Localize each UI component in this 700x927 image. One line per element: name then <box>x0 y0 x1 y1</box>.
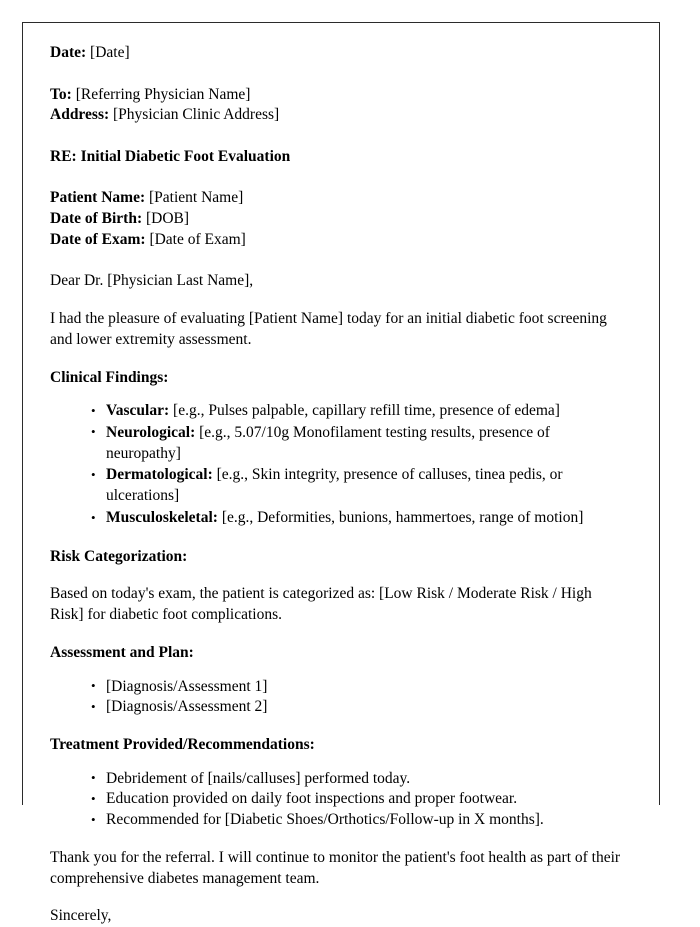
list-item: • Recommended for [Diabetic Shoes/Orthotics/Follow-up in X months]. <box>91 810 626 831</box>
assessment-and-plan-list <box>50 677 626 719</box>
risk-categorization-heading: Risk Categorization: <box>50 547 188 565</box>
address-value: [Physician Clinic Address] <box>113 106 280 124</box>
risk-categorization-paragraph: Based on today's exam, the patient is categorized as: [Low Risk / Moderate Risk / High Risk] for diabetic foot complications. <box>50 585 592 624</box>
finding-text: [e.g., Pulses palpable, capillary refill time, presence of edema] <box>173 402 560 420</box>
patient-name-value: [Patient Name] <box>149 189 244 207</box>
list-item <box>91 423 626 465</box>
spacer <box>50 567 626 584</box>
letter-page <box>22 22 660 925</box>
spacer <box>50 167 626 188</box>
date-label: Date: <box>50 44 87 61</box>
list-item: • [Diagnosis/Assessment 2] <box>91 697 626 718</box>
spacer <box>50 889 626 906</box>
finding-text: [e.g., 5.07/10g Monofilament testing results, presence of neuropathy] <box>106 423 550 462</box>
list-item: • [Diagnosis/Assessment 1] <box>91 677 626 698</box>
list-item: • Education provided on daily foot inspections and proper footwear. <box>91 789 626 810</box>
clinical-findings-list <box>50 401 626 529</box>
spacer <box>50 664 626 677</box>
subject-line: RE: Initial Diabetic Foot Evaluation <box>50 147 291 165</box>
patient-name-label: Patient Name: <box>50 189 146 207</box>
clinical-findings-heading: Clinical Findings: <box>50 368 169 386</box>
finding-text: [e.g., Skin integrity, presence of calluses, tinea pedis, or ulcerations] <box>106 466 563 505</box>
finding-label: Neurological: <box>106 423 196 441</box>
exam-date-value: [Date of Exam] <box>149 230 246 248</box>
exam-date-label: Date of Exam: <box>50 230 146 248</box>
to-value: [Referring Physician Name] <box>75 85 251 103</box>
dob-value: [DOB] <box>146 210 190 228</box>
spacer <box>50 530 626 547</box>
salutation: Dear Dr. [Physician Last Name], <box>50 272 254 290</box>
address-label: Address: <box>50 106 110 124</box>
dob-label: Date of Birth: <box>50 210 143 228</box>
treatment-list <box>50 769 626 831</box>
list-item <box>91 508 626 529</box>
spacer <box>50 250 626 271</box>
treatment-heading: Treatment Provided/Recommendations: <box>50 736 315 754</box>
finding-label: Musculoskeletal: <box>106 509 218 526</box>
date-value: [Date] <box>90 44 130 61</box>
finding-label: Dermatological: <box>106 466 213 484</box>
date-line <box>50 43 626 64</box>
patient-name-line <box>50 188 626 209</box>
spacer <box>50 126 626 147</box>
letter-body <box>23 23 659 927</box>
signoff: Sincerely, <box>50 907 112 925</box>
list-item <box>91 401 626 422</box>
spacer <box>50 351 626 368</box>
recipient-line <box>50 85 626 106</box>
assessment-and-plan-heading: Assessment and Plan: <box>50 643 194 661</box>
spacer <box>50 64 626 85</box>
finding-label: Vascular: <box>106 402 170 420</box>
spacer <box>50 626 626 643</box>
patient-dob-line <box>50 209 626 230</box>
finding-text: [e.g., Deformities, bunions, hammertoes, range of motion] <box>221 509 584 526</box>
to-label: To: <box>50 85 72 103</box>
address-line <box>50 105 626 126</box>
intro-paragraph: I had the pleasure of evaluating [Patient Name] today for an initial diabetic foot screening and lower extremity assessment. <box>50 310 607 348</box>
closing-paragraph: Thank you for the referral. I will continue to monitor the patient's foot health as part of their comprehensive diabetes management team. <box>50 848 621 887</box>
list-item: • Debridement of [nails/calluses] performed today. <box>91 769 626 790</box>
spacer <box>50 756 626 769</box>
spacer <box>50 388 626 401</box>
spacer <box>50 292 626 309</box>
spacer <box>50 831 626 848</box>
patient-exam-date-line <box>50 230 626 251</box>
list-item <box>91 465 626 507</box>
spacer <box>50 718 626 735</box>
